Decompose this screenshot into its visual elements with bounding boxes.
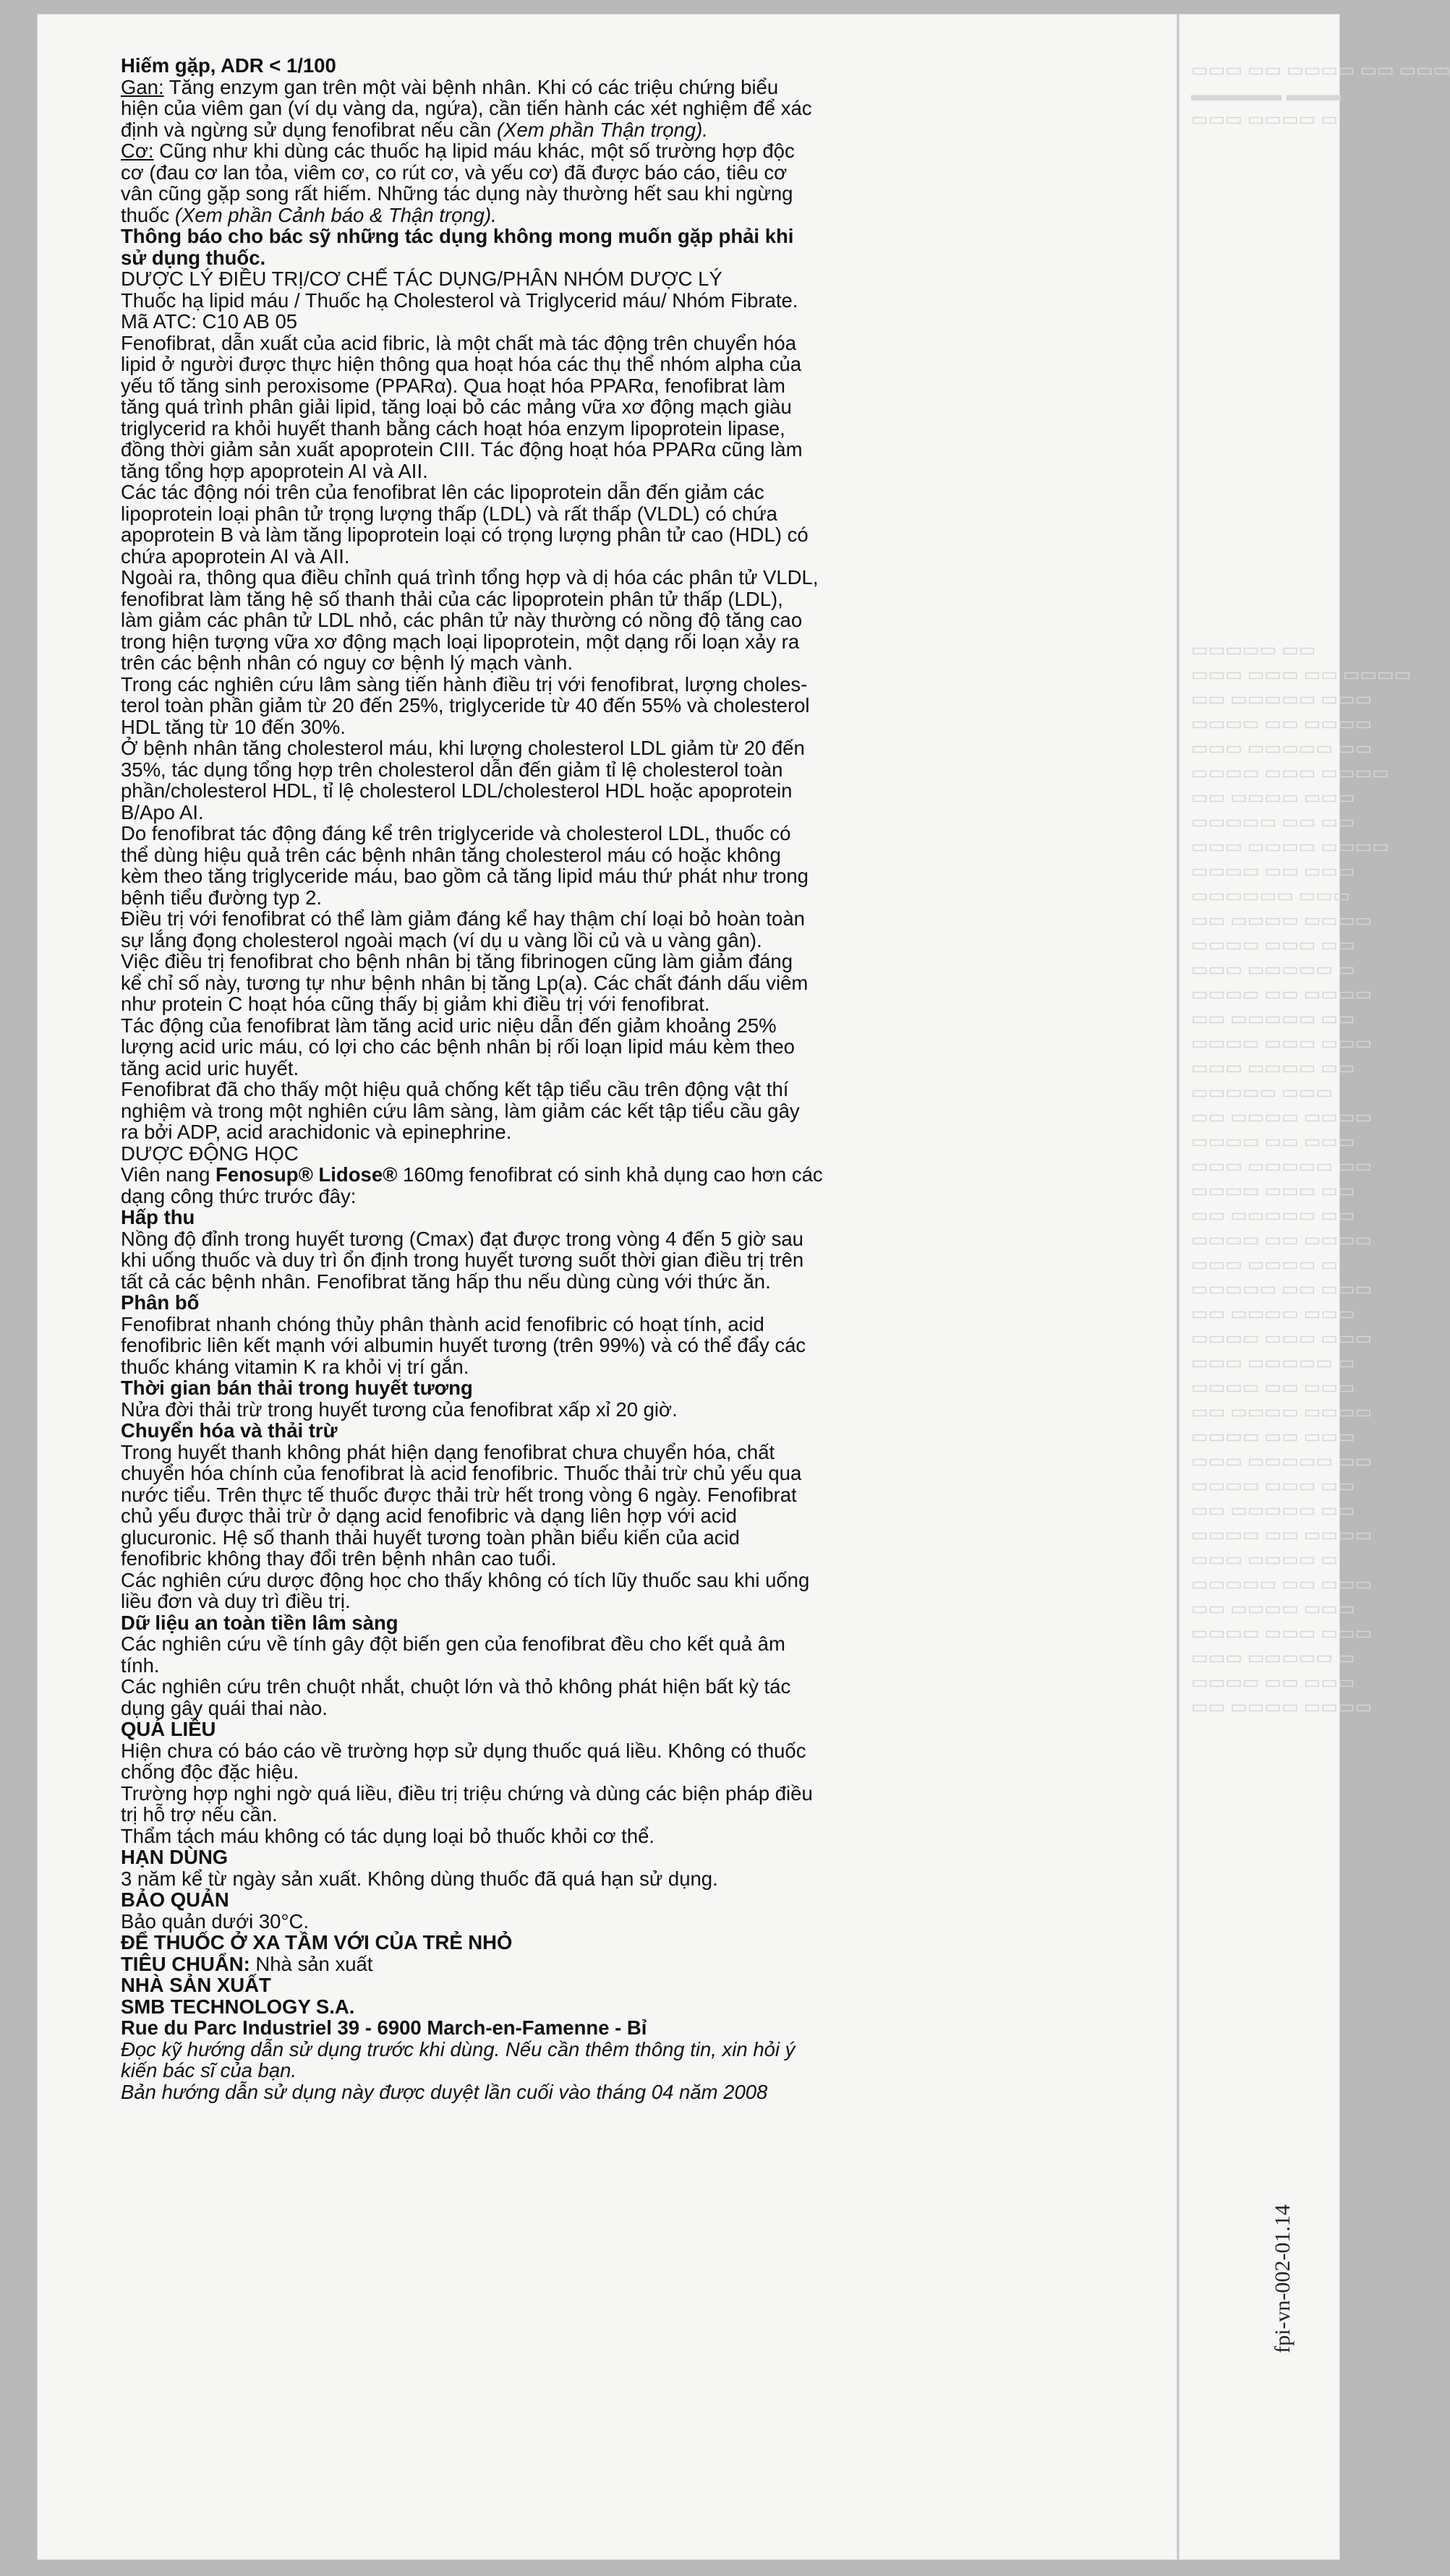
text-line	[121, 162, 934, 184]
text-segment: Dữ liệu an toàn tiền lâm sàng	[121, 1611, 398, 1634]
text-segment: Trường hợp nghi ngờ quá liều, điều trị triệu chứng và dùng các biện pháp điều	[121, 1781, 813, 1805]
text-line	[121, 1847, 934, 1868]
text-line	[121, 226, 934, 247]
page-fold	[1177, 14, 1180, 2559]
text-segment: Các nghiên cứu trên chuột nhắt, chuột lớn và thỏ không phát hiện bất kỳ tác	[121, 1675, 791, 1698]
document-code-stamp	[1261, 2169, 1295, 2386]
text-line	[121, 780, 934, 802]
text-line	[121, 951, 934, 972]
text-segment: BẢO QUẢN	[121, 1888, 229, 1911]
text-segment: Hiện chưa có báo cáo về trường hợp sử dụng thuốc quá liều. Không có thuốc	[121, 1739, 806, 1762]
text-line	[121, 887, 934, 909]
text-segment: nghiệm và trong một nghiên cứu lâm sàng, làm giảm các kết tập tiểu cầu gây	[121, 1099, 800, 1122]
text-segment: ra bởi ADP, acid arachidonic và epinephrine.	[121, 1121, 512, 1143]
text-line	[121, 865, 934, 887]
text-line	[121, 759, 934, 781]
text-line	[121, 183, 934, 205]
text-line	[121, 930, 934, 951]
text-segment: Thẩm tách máu không có tác dụng loại bỏ thuốc khỏi cơ thể.	[121, 1824, 655, 1847]
text-line	[121, 247, 934, 269]
text-segment: Tác động của fenofibrat làm tăng acid uric niệu dẫn đến giảm khoảng 25%	[121, 1014, 777, 1037]
text-line	[121, 1954, 934, 1975]
text-segment: tính.	[121, 1653, 160, 1677]
text-line	[121, 2060, 934, 2081]
text-segment: fenofibric không thay đổi trên bệnh nhân cao tuổi.	[121, 1547, 557, 1570]
text-segment: dụng gây quái thai nào.	[121, 1696, 328, 1719]
text-line	[121, 396, 934, 418]
text-line	[121, 1761, 934, 1783]
text-line	[121, 674, 934, 696]
text-segment: HẠN DÙNG	[121, 1846, 229, 1868]
text-line	[121, 1271, 934, 1293]
text-segment: Các nghiên cứu về tính gây đột biến gen của fenofibrat đều cho kết quả âm	[121, 1633, 785, 1655]
text-line	[121, 1570, 934, 1591]
text-segment: chống độc đặc hiệu.	[121, 1760, 299, 1783]
text-segment: QUÁ LIỀU	[121, 1718, 216, 1740]
text-line	[121, 1356, 934, 1378]
text-line	[121, 1143, 934, 1165]
text-segment: chuyển hóa chính của fenofibrat là acid fenofibric. Thuốc thải trừ chủ yếu qua	[121, 1462, 802, 1484]
text-segment: Phân bố	[121, 1291, 200, 1314]
text-line	[121, 439, 934, 461]
text-line	[121, 1804, 934, 1826]
text-segment: sử dụng thuốc.	[121, 246, 266, 269]
text-line	[121, 375, 934, 397]
text-segment: Trong huyết thanh không phát hiện dạng fenofibrat chưa chuyển hóa, chất	[121, 1440, 775, 1463]
text-line	[121, 1314, 934, 1335]
text-segment: tăng quá trình phân giải lipid, tăng loại bỏ các mảng vữa xơ động mạch giàu	[121, 395, 792, 418]
text-segment: Cơ:	[121, 140, 154, 162]
text-segment: lipid ở người được thực hiện thông qua hoạt hóa các thụ thể nhóm alpha của	[121, 353, 802, 375]
text-segment: như protein C hoạt hóa cũng thấy bị giảm khi điều trị với fenofibrat.	[121, 993, 710, 1015]
text-segment: nước tiểu. Trên thực tế thuốc được thải trừ hết trong vòng 6 ngày. Fenofibrat	[121, 1483, 797, 1506]
text-line	[121, 268, 934, 290]
text-line	[121, 1783, 934, 1805]
text-line	[121, 716, 934, 738]
text-segment: Viên nang	[121, 1163, 216, 1186]
text-segment: Tăng enzym gan trên một vài bệnh nhân. Khi có các triệu chứng biểu	[163, 75, 779, 98]
text-segment: tăng acid uric huyết.	[121, 1056, 299, 1079]
text-segment: Mã ATC: C10 AB 05	[121, 310, 298, 333]
text-segment: 160mg fenofibrat có sinh khả dụng cao hơn các	[397, 1163, 823, 1186]
text-line	[121, 1186, 934, 1207]
text-line	[121, 1228, 934, 1250]
text-segment: HDL tăng từ 10 đến 30%.	[121, 715, 346, 738]
document-sheet	[38, 14, 1450, 2559]
text-segment: làm giảm các phân tử LDL nhỏ, các phân tử này thường có nồng độ tăng cao	[121, 609, 803, 631]
text-line	[121, 1505, 934, 1527]
text-segment: thuốc	[121, 203, 175, 226]
text-segment: Cũng như khi dùng các thuốc hạ lipid máu khác, một số trường hợp độc	[153, 140, 795, 162]
text-segment: đồng thời giảm sản xuất apoprotein CIII. Tác động hoạt hóa PPARα cũng làm	[121, 438, 803, 461]
text-line	[121, 1420, 934, 1442]
text-line	[121, 1036, 934, 1058]
text-line	[121, 631, 934, 653]
text-line	[121, 524, 934, 546]
text-line	[121, 1633, 934, 1655]
text-segment: triglycerid ra khỏi huyết thanh bằng cách hoạt hóa enzym lipoprotein lipase,	[121, 416, 785, 440]
text-line	[121, 737, 934, 759]
text-segment: yếu tố tăng sinh peroxisome (PPARα). Qua hoạt hóa PPARα, fenofibrat làm	[121, 374, 785, 397]
text-segment: Bản hướng dẫn sử dụng này được duyệt lần cuối vào tháng 04 năm 2008	[121, 2080, 768, 2103]
text-line	[121, 1911, 934, 1933]
text-segment: Fenofibrat, dẫn xuất của acid fibric, là một chất mà tác động trên chuyển hóa	[121, 331, 797, 354]
text-segment: định và ngừng sử dụng fenofibrat nếu cần	[121, 118, 497, 141]
text-line	[121, 1484, 934, 1506]
text-segment: Ở bệnh nhân tăng cholesterol máu, khi lượng cholesterol LDL giảm từ 20 đến	[121, 737, 805, 759]
text-line	[121, 1015, 934, 1037]
text-line	[121, 205, 934, 226]
text-line	[121, 993, 934, 1015]
text-line	[121, 567, 934, 589]
text-line	[121, 2039, 934, 2061]
text-line	[121, 609, 934, 631]
text-segment: kể chỉ số này, tương tự như bệnh nhân bị tăng Lp(a). Các chất đánh dấu viêm	[121, 971, 809, 994]
text-segment: 3 năm kể từ ngày sản xuất. Không dùng thuốc đã quá hạn sử dụng.	[121, 1867, 718, 1890]
text-line	[121, 1591, 934, 1612]
text-segment: tăng tổng hợp apoprotein AI và AII.	[121, 459, 428, 482]
text-line	[121, 1292, 934, 1314]
text-segment: Các nghiên cứu dược động học cho thấy không có tích lũy thuốc sau khi uống	[121, 1568, 810, 1591]
text-line	[121, 354, 934, 375]
leaflet-text	[121, 55, 934, 2102]
text-line	[121, 1996, 934, 2018]
text-segment: trị hỗ trợ nếu cần.	[121, 1803, 278, 1826]
text-segment: trên các bệnh nhân có nguy cơ bệnh lý mạch vành.	[121, 651, 573, 674]
text-line	[121, 589, 934, 610]
text-segment: DƯỢC LÝ ĐIỀU TRỊ/CƠ CHẾ TÁC DỤNG/PHÂN NHÓM DƯỢC LÝ	[121, 268, 722, 290]
text-segment: fenofibrat làm tăng hệ số thanh thải của các lipoprotein phân tử thấp (LDL),	[121, 587, 783, 610]
text-line	[121, 1527, 934, 1549]
text-segment: Thuốc hạ lipid máu / Thuốc hạ Cholesterol và Triglycerid máu/ Nhóm Fibrate.	[121, 288, 798, 312]
text-segment: hiện của viêm gan (ví dụ vàng da, ngứa), cần tiến hành các xét nghiệm để xác	[121, 97, 812, 119]
text-segment: trong hiện tượng vữa xơ động mạch loại lipoprotein, một dạng rối loạn xảy ra	[121, 630, 800, 653]
text-segment: glucuronic. Hệ số thanh thải huyết tương toàn phần biểu kiến của acid	[121, 1526, 740, 1549]
text-segment: Các tác động nói trên của fenofibrat lên các lipoprotein dẫn đến giảm các	[121, 481, 764, 503]
text-line	[121, 77, 934, 98]
text-line	[121, 98, 934, 119]
text-line	[121, 1249, 934, 1271]
text-line	[121, 1698, 934, 1719]
text-line	[121, 652, 934, 674]
text-segment: chứa apoprotein AI và AII.	[121, 544, 350, 568]
text-segment: Fenofibrat nhanh chóng thủy phân thành acid fenofibric có hoạt tính, acid	[121, 1312, 764, 1335]
text-segment: (Xem phần Cảnh báo & Thận trọng).	[174, 203, 497, 226]
text-segment: cơ (đau cơ lan tỏa, viêm cơ, co rút cơ, và yếu cơ) đã được báo cáo, tiêu cơ	[121, 161, 788, 184]
text-line	[121, 1655, 934, 1677]
text-line	[121, 311, 934, 333]
text-segment: Nhà sản xuất	[250, 1952, 373, 1975]
text-line	[121, 55, 934, 77]
text-line	[121, 1719, 934, 1740]
text-segment: Do fenofibrat tác động đáng kể trên triglyceride và cholesterol LDL, thuốc có	[121, 822, 791, 844]
text-segment: sự lắng đọng cholesterol ngoài mạch (ví dụ u vàng lồi củ và u vàng gân).	[121, 928, 762, 951]
text-segment: dạng công thức trước đây:	[121, 1184, 357, 1207]
text-line	[121, 1932, 934, 1954]
text-line	[121, 1377, 934, 1399]
text-line	[121, 802, 934, 823]
text-line	[121, 461, 934, 482]
text-line	[121, 1548, 934, 1570]
text-segment: Thông báo cho bác sỹ những tác dụng không mong muốn gặp phải khi	[121, 225, 794, 247]
text-segment: Trong các nghiên cứu lâm sàng tiến hành điều trị với fenofibrat, lượng choles-	[121, 672, 808, 696]
document-code: fpi-vn-002-01.14	[1271, 2204, 1295, 2353]
bleed-through-text: ▭▭▭ ▭▭ ▭▭▭▭ ▭▭ ▭▭▭ ▬▬▬▬▬ ▬▬▬ ▭▭▭ ▭▭▭▭ ▭ ▭▭▭▭▭ ▭▭ ▭▭▭ ▭▭▭ ▭▭ ▭▭▭▭ ▭▭ ▭▭▭▭▭ ▭▭▭ ▭▭▭▭ ▭▭ ▭▭▭▭ ▭▭▭ ▭▭▭▭▭ ▭▭ ▭▭▭▭ ▭▭▭ ▭▭▭▭ ▭▭ ▭▭▭▭ ▭▭▭ ▭▭▭▭▭ ▭▭ ▭▭ ▭▭▭ ▭▭▭▭ ▭▭▭▭ ▭▭▭▭ ▭▭ ▭▭▭ ▭▭▭▭▭▭ ▭▭▭ ▭▭ ▭▭▭▭ ▭▭▭▭ ▭▭▭▭ ▭▭▭ ▭▭ ▭▭▭ ▭▭▭▭▭ ▭ ▭▭▭▭ ▭▭ ▭▭▭▭ ▭▭ ▭▭▭▭▭ ▭▭ ▭▭▭▭ ▭▭▭ ▭▭▭ ▭▭▭ ▭▭▭▭ ▭▭ ▭▭▭▭▭ ▭▭▭ ▭▭ ▭▭▭▭ ▭▭▭▭ ▭▭▭▭ ▭▭ ▭▭▭ ▭▭▭ ▭▭▭▭▭ ▭▭ ▭▭▭▭ ▭▭▭ ▭▭ ▭▭ ▭▭▭▭▭ ▭▭ ▭▭▭▭ ▭▭ ▭▭▭▭ ▭▭▭ ▭▭▭▭ ▭ ▭▭▭▭▭ ▭▭ ▭▭▭ ▭▭ ▭▭▭▭ ▭▭▭ ▭▭▭▭ ▭▭▭ ▭▭▭ ▭▭▭ ▭▭▭▭▭ ▭ ▭▭▭▭ ▭▭ ▭▭▭ ▭▭ ▭▭▭▭ ▭▭▭▭ ▭▭▭▭ ▭▭ ▭▭▭ ▭▭▭ ▭▭▭▭▭ ▭▭ ▭▭▭▭ ▭▭▭ ▭▭ ▭▭ ▭▭▭▭▭ ▭▭ ▭▭▭▭ ▭▭ ▭▭▭▭ ▭▭▭ ▭▭▭▭ ▭ ▭▭▭▭▭ ▭▭ ▭▭▭ ▭▭ ▭▭▭▭ ▭▭▭ ▭▭▭▭ ▭▭▭ ▭▭▭ ▭▭▭ ▭▭▭▭▭ ▭ ▭▭▭▭ ▭▭ ▭▭▭ ▭▭ ▭▭▭▭ ▭▭▭▭	[1191, 60, 1450, 1717]
text-segment: Rue du Parc Industriel 39 - 6900 March-en-Famenne - Bỉ	[121, 2016, 647, 2039]
text-segment: khi uống thuốc và duy trì ổn định trong huyết tương suốt thời gian điều trị trên	[121, 1249, 804, 1271]
text-line	[121, 290, 934, 312]
text-line	[121, 333, 934, 354]
text-segment: kiến bác sĩ của bạn.	[121, 2059, 297, 2081]
text-segment: chủ yếu được thải trừ ở dạng acid fenofibric và dạng liên hợp với acid	[121, 1505, 737, 1527]
text-segment: Hiếm gặp, ADR < 1/100	[121, 54, 336, 77]
text-line	[121, 1826, 934, 1847]
text-segment: thuốc kháng vitamin K ra khỏi vị trí gắn.	[121, 1355, 469, 1378]
text-segment: Fenosup® Lidose®	[216, 1163, 398, 1186]
text-line	[121, 695, 934, 716]
text-line	[121, 823, 934, 844]
text-segment: ĐỂ THUỐC Ở XA TẦM VỚI CỦA TRẺ NHỎ	[121, 1931, 513, 1954]
text-line	[121, 1207, 934, 1228]
text-line	[121, 503, 934, 525]
text-line	[121, 1463, 934, 1484]
text-line	[121, 1889, 934, 1911]
text-line	[121, 546, 934, 568]
text-segment: tất cả các bệnh nhân. Fenofibrat tăng hấp thu nếu dùng cùng với thức ăn.	[121, 1270, 771, 1293]
text-line	[121, 972, 934, 994]
text-line	[121, 119, 934, 141]
text-line	[121, 1612, 934, 1634]
text-line	[121, 1121, 934, 1143]
text-line	[121, 1100, 934, 1122]
text-line	[121, 908, 934, 930]
text-segment: Fenofibrat đã cho thấy một hiệu quả chống kết tập tiểu cầu trên động vật thí	[121, 1078, 789, 1100]
text-segment: bệnh tiểu đường typ 2.	[121, 886, 323, 909]
text-segment: Chuyển hóa và thải trừ	[121, 1419, 338, 1442]
text-segment: phần/cholesterol HDL, tỉ lệ cholesterol LDL/cholesterol HDL hoặc apoprotein	[121, 779, 793, 802]
text-line	[121, 1740, 934, 1762]
text-segment: Việc điều trị fenofibrat cho bệnh nhân bị tăng fibrinogen cũng làm giảm đáng	[121, 950, 793, 972]
text-segment: (Xem phần Thận trọng).	[496, 118, 708, 141]
text-line	[121, 1164, 934, 1186]
text-segment: 35%, tác dụng tổng hợp trên cholesterol dẫn đến giảm tỉ lệ cholesterol toàn	[121, 758, 783, 781]
text-segment: TIÊU CHUẨN:	[121, 1952, 250, 1975]
text-segment: vân cũng gặp song rất hiếm. Những tác dụng này thường hết sau khi ngừng	[121, 182, 793, 205]
text-segment: liều đơn và duy trì điều trị.	[121, 1590, 351, 1612]
text-segment: fenofibric liên kết mạnh với albumin huyết tương (trên 99%) và có thể đẩy các	[121, 1334, 806, 1356]
text-segment: Nửa đời thải trừ trong huyết tương của fenofibrat xấp xỉ 20 giờ.	[121, 1398, 678, 1421]
text-line	[121, 1442, 934, 1463]
text-segment: Hấp thu	[121, 1206, 195, 1228]
text-segment: Thời gian bán thải trong huyết tương	[121, 1377, 473, 1399]
text-line	[121, 1974, 934, 1996]
text-line	[121, 1399, 934, 1421]
text-segment: SMB TECHNOLOGY S.A.	[121, 1995, 355, 2018]
text-segment: Nồng độ đỉnh trong huyết tương (Cmax) đạt được trong vòng 4 đến 5 giờ sau	[121, 1227, 803, 1250]
text-segment: apoprotein B và làm tăng lipoprotein loại có trọng lượng phân tử cao (HDL) có	[121, 523, 809, 546]
text-line	[121, 418, 934, 440]
text-segment: lipoprotein loại phân tử trọng lượng thấp (LDL) và rất thấp (VLDL) có chứa	[121, 502, 777, 525]
text-segment: kèm theo tăng triglyceride máu, bao gồm cả tăng lipid máu thứ phát như trong	[121, 865, 809, 887]
text-segment: DƯỢC ĐỘNG HỌC	[121, 1142, 299, 1165]
text-segment: lượng acid uric máu, có lợi cho các bệnh nhân bị rối loạn lipid máu kèm theo	[121, 1035, 795, 1058]
text-line	[121, 1058, 934, 1079]
text-line	[121, 1676, 934, 1698]
text-segment: B/Apo AI.	[121, 800, 204, 823]
text-line	[121, 482, 934, 503]
text-line	[121, 1335, 934, 1356]
text-segment: terol toàn phần giảm từ 20 đến 25%, triglyceride từ 40 đến 55% và cholesterol	[121, 694, 810, 716]
text-segment: Ngoài ra, thông qua điều chỉnh quá trình tổng hợp và dị hóa các phân tử VLDL,	[121, 566, 819, 589]
text-segment: Đọc kỹ hướng dẫn sử dụng trước khi dùng. Nếu cần thêm thông tin, xin hỏi ý	[121, 2037, 796, 2061]
text-line	[121, 1868, 934, 1890]
text-line	[121, 2081, 934, 2103]
text-segment: NHÀ SẢN XUẤT	[121, 1974, 271, 1996]
text-line	[121, 140, 934, 162]
text-line	[121, 2017, 934, 2039]
text-segment: thể dùng hiệu quả trên các bệnh nhân tăng cholesterol máu có hoặc không	[121, 843, 781, 866]
text-line	[121, 844, 934, 866]
text-segment: Điều trị với fenofibrat có thể làm giảm đáng kể hay thậm chí loại bỏ hoàn toàn	[121, 907, 805, 930]
text-segment: Gan:	[121, 75, 164, 98]
text-line	[121, 1079, 934, 1100]
text-segment: Bảo quản dưới 30°C.	[121, 1909, 309, 1933]
